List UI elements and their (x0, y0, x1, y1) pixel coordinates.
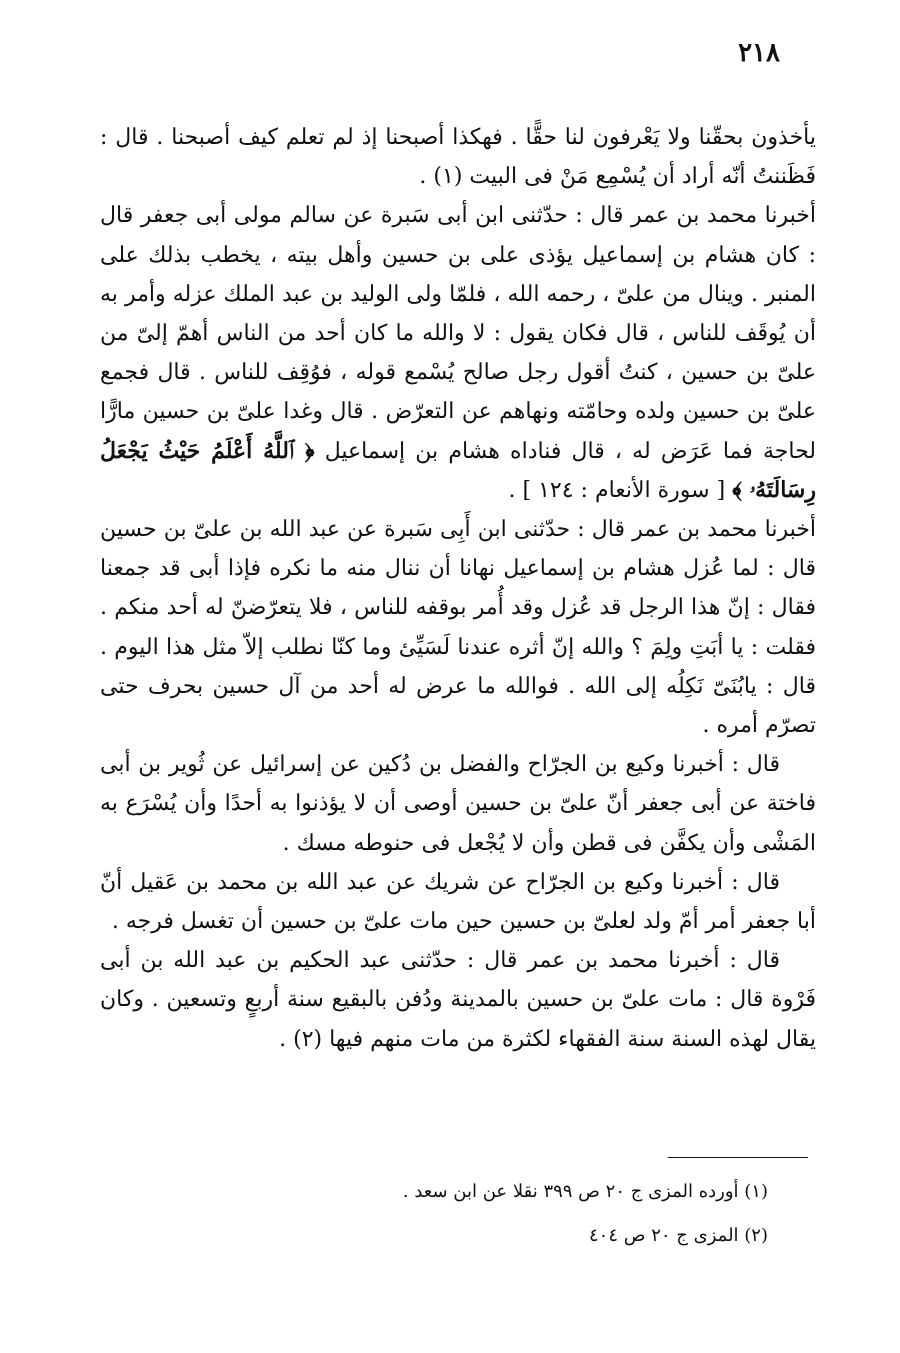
footnote-2: (٢) المزى ج ٢٠ ص ٤٠٤ (589, 1225, 768, 1246)
paragraph-3-text: أخبرنا محمد بن عمر قال : حدّثنى ابن أَبِى سَبرة عن عبد الله بن علىّ بن حسين قال : لما عُزل هشام بن إسماعيل نهانا أن ننال منه ما نكره فإذا أبى قد جمعنا فقال : إنّ هذا الرجل قد عُزل وقد أُمر بوقفه للناس ، فلا يتعرّضنّ له أحد منكم . فقلت : يا أبَتِ ولِمَ ؟ والله إنّ أثره عندنا لَسَيِّئ وما كنّا نطلب إلاّ مثل هذا اليوم . قال : يابُنَىّ نَكِلُه إلى الله . فوالله ما عرض له أحد من آل حسين بحرف حتى تصرّم أمره . (100, 517, 816, 739)
paragraph-4-text: قال : أخبرنا وكيع بن الجرّاح والفضل بن دُكين عن إسرائيل عن ثُوير بن أبى فاختة عن أبى جعفر أنّ علىّ بن حسين أوصى أن لا يؤذنوا به أحدًا وأن يُسْرَع به المَشْى وأن يكفَّن فى قطن وأن لا يُجْعل فى حنوطه مسك . (100, 752, 816, 856)
footnotes (100, 1170, 768, 1258)
main-text (100, 118, 816, 1059)
footnote-divider (668, 1157, 808, 1158)
paragraph-5-text: قال : أخبرنا وكيع بن الجرّاح عن شريك عن عبد الله بن محمد بن عَقيل أنّ أبا جعفر أمر أمّ ولد لعلىّ بن حسين حين مات علىّ بن حسين أن تغسل فرجه . (100, 869, 816, 935)
footnote-1: (١) أورده المزى ج ٢٠ ص ٣٩٩ نقلا عن ابن سعد . (402, 1181, 768, 1202)
paragraph-6-text: قال : أخبرنا محمد بن عمر قال : حدّثنى عبد الحكيم بن عبد الله بن أبى فَرْوة قال : مات علىّ بن حسين بالمدينة ودُفن بالبقيع سنة أربعٍ وتسعين . وكان يقال لهذه السنة سنة الفقهاء لكثرة من مات منهم فيها (٢) . (100, 948, 816, 1052)
paragraph-4 (100, 745, 816, 863)
page-number: ٢١٨ (738, 38, 780, 68)
paragraph-1-text: يأخذون بحقّنا ولا يَعْرفون لنا حقًّا . فهكذا أصبحنا إذ لم تعلم كيف أصبحنا . قال : فَظَننتُ أنّه أراد أن يُسْمِع مَنْ فى البيت (١) . (100, 125, 816, 190)
quran-verse: ﴿ ٱللَّهُ أَعْلَمُ حَيْثُ يَجْعَلُ رِسَالَتَهُۥ ﴾ (100, 437, 816, 503)
paragraph-5 (100, 863, 816, 941)
paragraph-1 (100, 118, 816, 196)
paragraph-2 (100, 196, 816, 510)
paragraph-3 (100, 510, 816, 745)
paragraph-6 (100, 941, 816, 1059)
surah-reference: [ سورة الأنعام : ١٢٤ ] . (508, 477, 726, 503)
paragraph-2-text: أخبرنا محمد بن عمر قال : حدّثنى ابن أبى سَبرة عن سالم مولى أبى جعفر قال : كان هشام بن إسماعيل يؤذى على بن حسين وأهل بيته ، يخطب بذلك على المنبر . وينال من علىّ ، رحمه الله ، فلمّا ولى الوليد بن عبد الملك عزله وأمر به أن يُوقَف للناس ، قال فكان يقول : لا والله ما كان أحد من الناس أهمّ إلىّ من علىّ بن حسين ، كنتُ أقول رجل صالح يُسْمع قوله ، فوُقِف للناس . قال فجمع علىّ بن حسين ولده وحامّته ونهاهم عن التعرّض . قال وغدا علىّ بن حسين مارًّا لحاجة فما عَرَض له ، قال فناداه هشام بن إسماعيل (100, 203, 817, 464)
